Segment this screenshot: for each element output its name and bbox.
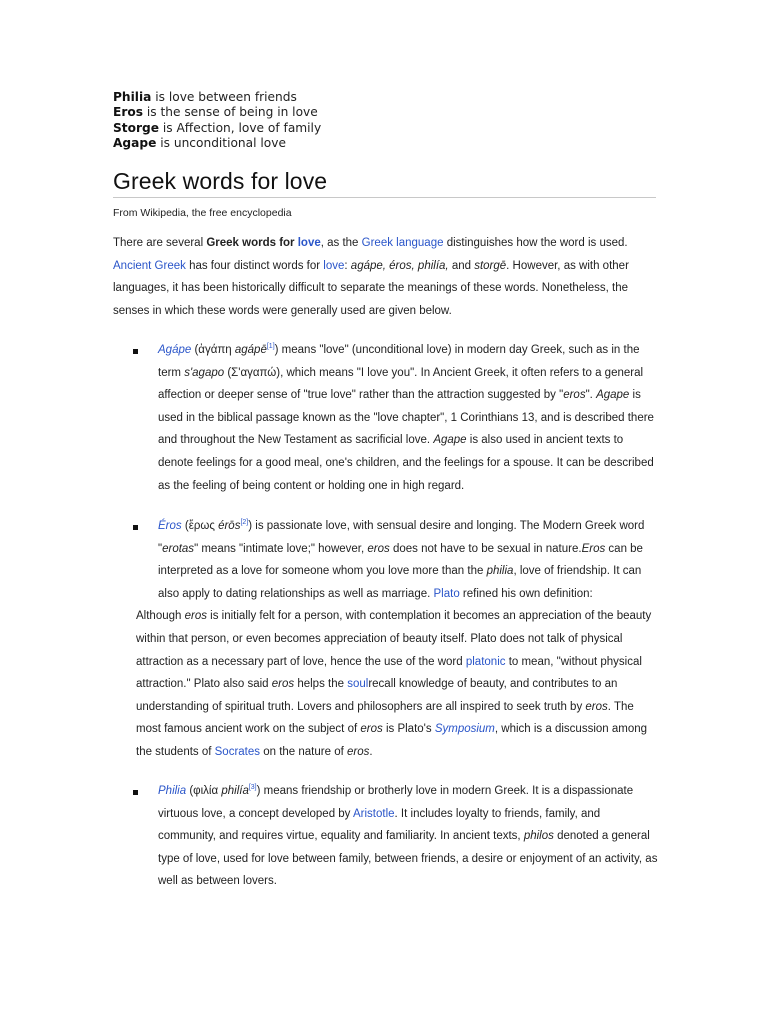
list-item-agape: Agápe (ἀγάπη agápē[1]) means "love" (unconditional love) in modern day Greek, such as in the term s'agapo (Σ'αγαπώ), which means "I love you". In Ancient Greek, it often refers to a general affection or deeper sense of "true love" rather than the attraction suggested by "eros". Agape is used in the biblical passage known as the "love chapter", 1 Corinthians 13, and is described there and throughout the New Testament as sacrificial love. Agape is also used in ancient texts to denote feelings for a good meal, one's children, and the feelings for a spouse. It can be described as the feeling of being content or holding one in high regard. xyxy=(136,339,658,497)
link-eros[interactable]: Éros xyxy=(158,520,182,532)
link-plato[interactable]: Plato xyxy=(433,587,460,600)
link-greek-language[interactable]: Greek language xyxy=(361,237,444,249)
link-agape[interactable]: Agápe xyxy=(158,344,192,356)
title-divider xyxy=(113,197,656,198)
list-item-eros: Éros (ἔρως érōs[2]) is passionate love, with sensual desire and longing. The Modern Greek word "erotas" means "intimate love;" however, eros does not have to be sexual in nature.Eros can be interpreted as a love for someone whom you love more than the philia, love of friendship. It can also apply to dating relationships as well as marriage. Plato refined his own definition: Although eros is initially felt for a person, with contemplation it becomes an appreciation of the beauty within that person, or even becomes appreciation of beauty itself. Plato does not talk of physical attraction as a necessary part of love, hence the use of the word platonic to mean, "without physical attraction." Plato also said eros helps the soulrecall knowledge of beauty, and contributes to an understanding of spiritual truth. Lovers and philosophers are all inspired to seek truth by eros. The most famous ancient work on the subject of eros is Plato's Symposium, which is a discussion among the students of Socrates on the nature of eros. xyxy=(136,515,658,764)
list-item-philia: Philia (φιλία philía[3]) means friendship or brotherly love in modern Greek. It is a dispassionate virtuous love, a concept developed by Aristotle. It includes loyalty to friends, family, and community, and requires virtue, equality and familiarity. In ancient texts, philos denoted a general type of love, used for love between family, between friends, a desire or enjoyment of an activity, as well as between lovers. xyxy=(136,780,658,893)
bullet-icon xyxy=(133,525,138,530)
plato-definition: Although eros is initially felt for a person, with contemplation it becomes an appreciation of the beauty within that person, or even becomes appreciation of beauty itself. Plato does not talk of physical attraction as a necessary part of love, hence the use of the word platonic to mean, "without physical attraction." Plato also said eros helps the soulrecall knowledge of beauty, and contributes to an understanding of spiritual truth. Lovers and philosophers are all inspired to seek truth by eros. The most famous ancient work on the subject of eros is Plato's Symposium, which is a discussion among the students of Socrates on the nature of eros. xyxy=(136,610,652,758)
summary-line-storge: Storge is Affection, love of family xyxy=(113,120,322,135)
bullet-icon xyxy=(133,790,138,795)
tagline: From Wikipedia, the free encyclopedia xyxy=(113,207,292,219)
link-philia[interactable]: Philia xyxy=(158,785,187,797)
reference-2[interactable]: [2] xyxy=(240,519,249,527)
page-title: Greek words for love xyxy=(113,168,328,194)
summary-line-agape: Agape is unconditional love xyxy=(113,136,286,151)
link-love[interactable]: love xyxy=(323,259,345,272)
bullet-icon xyxy=(133,349,138,354)
link-love-bold[interactable]: love xyxy=(297,237,321,249)
link-socrates[interactable]: Socrates xyxy=(214,745,261,758)
intro-paragraph: There are several Greek words for love, as the Greek language distinguishes how the word is used. Ancient Greek has four distinct words for love: agápe, éros, philía, and storgē. However, as with other languages, it has been historically difficult to separate the meanings of these words. Nonetheless, the senses in which these words were generally used are given below. xyxy=(113,237,629,317)
link-ancient-greek[interactable]: Ancient Greek xyxy=(113,259,186,272)
link-platonic[interactable]: platonic xyxy=(465,655,506,668)
link-symposium[interactable]: Symposium xyxy=(434,723,495,736)
link-aristotle[interactable]: Aristotle xyxy=(353,807,395,820)
reference-1[interactable]: [1] xyxy=(266,343,275,351)
link-soul[interactable]: soul xyxy=(347,678,369,691)
summary-line-eros: Eros is the sense of being in love xyxy=(113,105,318,120)
reference-3[interactable]: [3] xyxy=(248,784,257,792)
summary-list xyxy=(113,90,321,152)
summary-line-philia: Philia is love between friends xyxy=(113,90,297,104)
